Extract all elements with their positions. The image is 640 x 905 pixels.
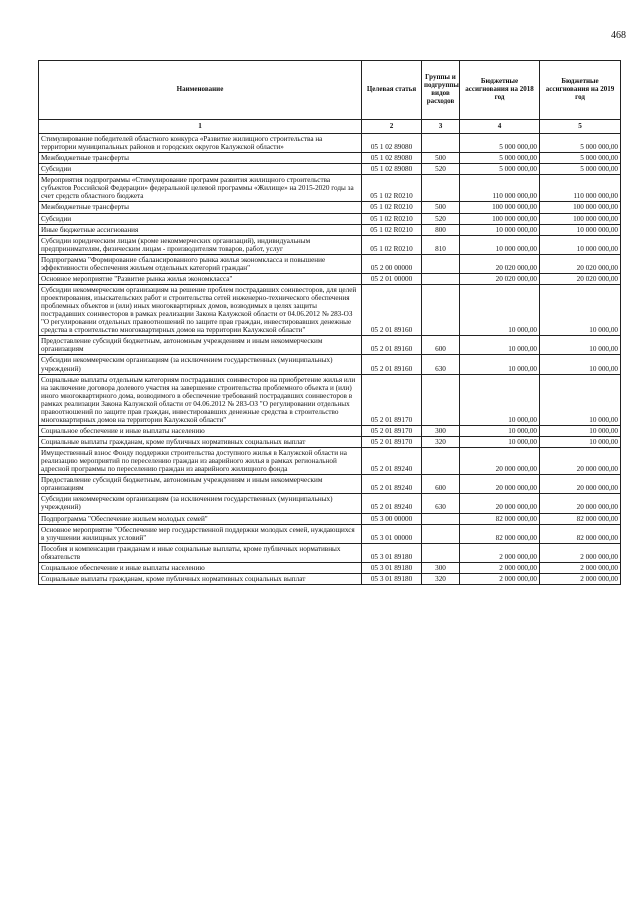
row-amount-2018: 10 000,00 (460, 437, 540, 448)
row-name: Межбюджетные трансферты (39, 202, 362, 213)
row-amount-2018: 100 000 000,00 (460, 213, 540, 224)
table-row (39, 254, 621, 273)
row-name: Социальные выплаты гражданам, кроме публичных нормативных социальных выплат (39, 573, 362, 584)
row-code: 05 2 01 89160 (362, 284, 422, 335)
row-amount-2018: 10 000,00 (460, 355, 540, 374)
row-amount-2019: 2 000 000,00 (540, 543, 621, 562)
row-code: 05 2 01 89240 (362, 448, 422, 475)
row-group: 520 (422, 164, 460, 175)
row-code: 05 2 01 89170 (362, 425, 422, 436)
row-name: Субсидии юридическим лицам (кроме некоммерческих организаций), индивидуальным предпринимателям, физическим лицам - производителям товаров, работ, услуг (39, 235, 362, 254)
row-amount-2018: 5 000 000,00 (460, 134, 540, 153)
row-code: 05 2 01 89240 (362, 494, 422, 513)
header-2019: Бюджетные ассигнования на 2019 год (540, 61, 621, 120)
row-group (422, 543, 460, 562)
row-code: 05 1 02 R0210 (362, 213, 422, 224)
row-amount-2019: 100 000 000,00 (540, 213, 621, 224)
row-group (422, 524, 460, 543)
header-row (39, 61, 621, 120)
budget-table (38, 60, 621, 585)
row-code: 05 1 02 89080 (362, 164, 422, 175)
row-amount-2019: 20 000 000,00 (540, 448, 621, 475)
row-group: 500 (422, 153, 460, 164)
row-amount-2019: 2 000 000,00 (540, 562, 621, 573)
row-amount-2019: 20 000 000,00 (540, 475, 621, 494)
row-code: 05 3 01 89180 (362, 543, 422, 562)
row-name: Мероприятия подпрограммы «Стимулирование программ развития жилищного строительства субъектов Российской Федерации» федеральной целевой программы «Жилище» на 2015-2020 годы за счет средств областного бюджета (39, 175, 362, 202)
table-row (39, 543, 621, 562)
table-row (39, 513, 621, 524)
row-amount-2018: 20 020 000,00 (460, 254, 540, 273)
row-code: 05 1 02 89080 (362, 153, 422, 164)
row-amount-2019: 10 000,00 (540, 355, 621, 374)
row-code: 05 2 01 89170 (362, 437, 422, 448)
row-code: 05 1 02 89080 (362, 134, 422, 153)
row-code: 05 2 01 89170 (362, 374, 422, 425)
row-amount-2018: 20 000 000,00 (460, 475, 540, 494)
row-group (422, 175, 460, 202)
table-row (39, 448, 621, 475)
column-number-row (39, 120, 621, 134)
row-amount-2018: 2 000 000,00 (460, 543, 540, 562)
row-amount-2019: 10 000,00 (540, 336, 621, 355)
row-name: Стимулирование победителей областного конкурса «Развитие жилищного строительства на территории муниципальных районов и городских округов Калужской области» (39, 134, 362, 153)
header-code: Целевая статья (362, 61, 422, 120)
row-group: 320 (422, 437, 460, 448)
row-name: Подпрограмма "Обеспечение жильем молодых семей" (39, 513, 362, 524)
row-group: 630 (422, 355, 460, 374)
row-amount-2019: 10 000,00 (540, 425, 621, 436)
row-amount-2018: 2 000 000,00 (460, 562, 540, 573)
row-code: 05 1 02 R0210 (362, 175, 422, 202)
row-name: Субсидии некоммерческим организациям (за исключением государственных (муниципальных) учреждений) (39, 355, 362, 374)
row-code: 05 2 00 00000 (362, 254, 422, 273)
table-row (39, 273, 621, 284)
table-row (39, 437, 621, 448)
row-amount-2019: 5 000 000,00 (540, 153, 621, 164)
row-name: Субсидии некоммерческим организациям (за исключением государственных (муниципальных) учреждений) (39, 494, 362, 513)
row-name: Предоставление субсидий бюджетным, автономным учреждениям и иным некоммерческим организациям (39, 475, 362, 494)
row-name: Социальные выплаты гражданам, кроме публичных нормативных социальных выплат (39, 437, 362, 448)
row-group: 500 (422, 202, 460, 213)
row-group: 320 (422, 573, 460, 584)
row-amount-2019: 10 000,00 (540, 374, 621, 425)
row-group: 600 (422, 475, 460, 494)
column-number: 5 (540, 120, 621, 134)
table-row (39, 524, 621, 543)
column-number: 2 (362, 120, 422, 134)
row-name: Социальное обеспечение и иные выплаты населению (39, 562, 362, 573)
table-row (39, 134, 621, 153)
row-amount-2018: 82 000 000,00 (460, 524, 540, 543)
row-group: 520 (422, 213, 460, 224)
row-amount-2019: 10 000 000,00 (540, 224, 621, 235)
table-row (39, 425, 621, 436)
table-row (39, 202, 621, 213)
row-amount-2019: 82 000 000,00 (540, 513, 621, 524)
row-amount-2018: 2 000 000,00 (460, 573, 540, 584)
row-amount-2018: 10 000,00 (460, 374, 540, 425)
column-number: 3 (422, 120, 460, 134)
row-code: 05 2 01 00000 (362, 273, 422, 284)
row-name: Субсидии (39, 164, 362, 175)
row-amount-2019: 10 000 000,00 (540, 235, 621, 254)
row-amount-2018: 100 000 000,00 (460, 202, 540, 213)
row-amount-2019: 20 000 000,00 (540, 494, 621, 513)
row-name: Подпрограмма "Формирование сбалансированного рынка жилья экономкласса и повышение эффективности обеспечения жильем отдельных категорий граждан" (39, 254, 362, 273)
row-name: Субсидии (39, 213, 362, 224)
row-amount-2018: 20 000 000,00 (460, 494, 540, 513)
table-row (39, 213, 621, 224)
row-group (422, 374, 460, 425)
row-amount-2018: 10 000 000,00 (460, 224, 540, 235)
row-code: 05 1 02 R0210 (362, 202, 422, 213)
row-group: 800 (422, 224, 460, 235)
row-amount-2019: 82 000 000,00 (540, 524, 621, 543)
row-code: 05 3 01 89180 (362, 562, 422, 573)
header-group: Группы и подгруппы видов расходов (422, 61, 460, 120)
row-group: 630 (422, 494, 460, 513)
row-amount-2018: 10 000,00 (460, 336, 540, 355)
row-amount-2019: 100 000 000,00 (540, 202, 621, 213)
row-name: Имущественный взнос Фонду поддержки строительства доступного жилья в Калужской области на реализацию мероприятий по переселению граждан из аварийного жилья в рамках региональной адресной программы по переселению граждан из аварийного жилищного фонда (39, 448, 362, 475)
row-amount-2018: 82 000 000,00 (460, 513, 540, 524)
row-code: 05 2 01 89160 (362, 355, 422, 374)
table-row (39, 374, 621, 425)
header-2018: Бюджетные ассигнования на 2018 год (460, 61, 540, 120)
table-row (39, 235, 621, 254)
row-group (422, 513, 460, 524)
row-name: Основное мероприятие "Развитие рынка жилья экономкласса" (39, 273, 362, 284)
row-amount-2019: 20 020 000,00 (540, 254, 621, 273)
row-group (422, 254, 460, 273)
row-name: Иные бюджетные ассигнования (39, 224, 362, 235)
table-row (39, 336, 621, 355)
row-group (422, 284, 460, 335)
row-amount-2019: 5 000 000,00 (540, 164, 621, 175)
row-group: 300 (422, 425, 460, 436)
row-name: Основное мероприятие "Обеспечение мер государственной поддержки молодых семей, нуждающихся в улучшении жилищных условий" (39, 524, 362, 543)
row-amount-2019: 10 000,00 (540, 284, 621, 335)
row-code: 05 3 00 00000 (362, 513, 422, 524)
row-name: Социальное обеспечение и иные выплаты населению (39, 425, 362, 436)
header-name: Наименование (39, 61, 362, 120)
column-number: 4 (460, 120, 540, 134)
table-row (39, 573, 621, 584)
row-code: 05 3 01 89180 (362, 573, 422, 584)
table-row (39, 153, 621, 164)
row-code: 05 1 02 R0210 (362, 224, 422, 235)
row-amount-2018: 110 000 000,00 (460, 175, 540, 202)
row-name: Предоставление субсидий бюджетным, автономным учреждениям и иным некоммерческим организациям (39, 336, 362, 355)
row-group (422, 273, 460, 284)
table-row (39, 475, 621, 494)
row-name: Пособия и компенсации гражданам и иные социальные выплаты, кроме публичных нормативных обязательств (39, 543, 362, 562)
row-name: Социальные выплаты отдельным категориям пострадавших соинвесторов на приобретение жилья или на заключение договора долевого участия на завершение строительства проблемного объекта и (или) иного многоквартирного дома, возводимого в обеспечение требований пострадавших соинвесторов в рамках реализации Закона Калужской области от 04.06.2012 № 283-ОЗ "О регулировании отдельных правоотношений по защите прав граждан, инвестировавших денежные средства в строительство многоквартирных домов на территории Калужской области" (39, 374, 362, 425)
row-code: 05 2 01 89240 (362, 475, 422, 494)
table-row (39, 494, 621, 513)
table-row (39, 284, 621, 335)
table-row (39, 224, 621, 235)
row-group (422, 134, 460, 153)
table-row (39, 164, 621, 175)
table-row (39, 355, 621, 374)
row-amount-2019: 5 000 000,00 (540, 134, 621, 153)
row-code: 05 1 02 R0210 (362, 235, 422, 254)
row-amount-2018: 10 000,00 (460, 284, 540, 335)
row-amount-2018: 20 000 000,00 (460, 448, 540, 475)
row-amount-2018: 5 000 000,00 (460, 164, 540, 175)
row-amount-2019: 10 000,00 (540, 437, 621, 448)
row-amount-2019: 2 000 000,00 (540, 573, 621, 584)
row-amount-2018: 5 000 000,00 (460, 153, 540, 164)
row-name: Межбюджетные трансферты (39, 153, 362, 164)
row-code: 05 3 01 00000 (362, 524, 422, 543)
row-amount-2019: 110 000 000,00 (540, 175, 621, 202)
row-amount-2018: 20 020 000,00 (460, 273, 540, 284)
row-group: 810 (422, 235, 460, 254)
table-row (39, 175, 621, 202)
row-amount-2018: 10 000 000,00 (460, 235, 540, 254)
column-number: 1 (39, 120, 362, 134)
row-code: 05 2 01 89160 (362, 336, 422, 355)
row-name: Субсидии некоммерческим организациям на решение проблем пострадавших соинвесторов, для целей проектирования, изыскательских работ и строительства сетей инженерно-технического обеспечения проблемных объектов и (или) иных многоквартирных домов, возводимых в целях защиты пострадавших соинвесторов в рамках реализации Закона Калужской области от 04.06.2012 № 283-ОЗ "О регулировании отдельных правоотношений по защите прав граждан, инвестировавших денежные средства в строительство многоквартирных домов на территории Калужской области" (39, 284, 362, 335)
page-number: 468 (611, 30, 626, 41)
row-group: 300 (422, 562, 460, 573)
row-group: 600 (422, 336, 460, 355)
row-amount-2019: 20 020 000,00 (540, 273, 621, 284)
table-row (39, 562, 621, 573)
row-group (422, 448, 460, 475)
row-amount-2018: 10 000,00 (460, 425, 540, 436)
